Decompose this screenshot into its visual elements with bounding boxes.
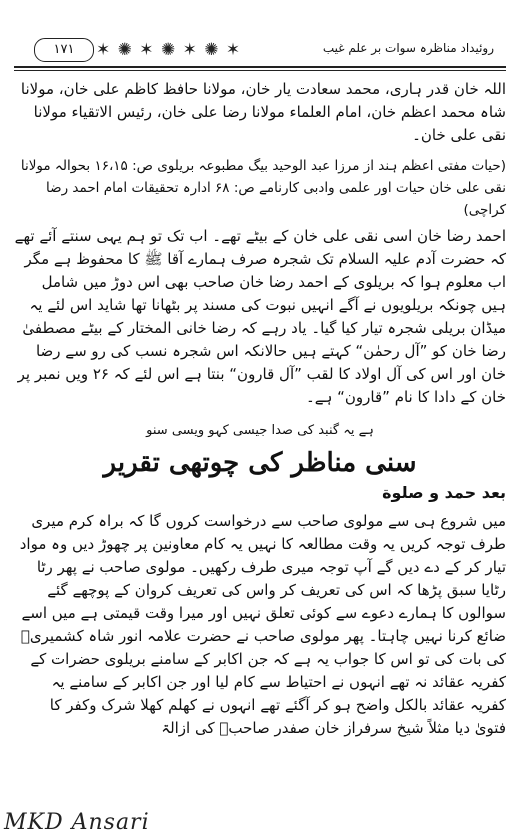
ornament-border: ✶ ✺ ✶ ✺ ✶ ✺ ✶ bbox=[96, 40, 242, 60]
header-rule bbox=[14, 66, 506, 68]
page-number: ۱۷۱ bbox=[34, 38, 94, 62]
signature-watermark: MKD Ansari bbox=[4, 810, 150, 835]
paragraph-speech: میں شروع ہی سے مولوی صاحب سے درخواست کروں گا کہ براہ کرم میری طرف توجہ کریں یہ وقت مطالعہ کا نہیں یہ کام معاونین پر چھوڑ دیں وہ مواد تیار کر کے دے دیں گے آپ توجہ میری طرف رکھیں۔ مولوی صاحب نے پھر رٹا رٹایا سبق پڑھا کہ اس کی تعریف کر واس کی تعریف کروان کے پوچھے گئے سوالوں کا ہمارے دعوے سے کوئی تعلق نہیں اور میرا وقت قیمتی ہے میں اسے ضائع کرنا نہیں چاہتا۔ پھر مولوی صاحب نے حضرت علامہ انور شاہ کشمیریؒ کی بات کی تو اس کا جواب یہ ہے کہ جن اکابر کے سامنے بریلوی حضرات کے کفریہ عقائد نہ تھے انہوں نے احتیاط سے کام لیا اور جن اکابر کے سامنے یہ کفریہ عقائد بالکل واضح ہو کر آگئے تھے انہوں نے کھلم کھلا شرک وکفر کا فتویٰ دیا مثلاً شیخ سرفراز خان صفدر صاحبؒ کی ازالۃ bbox=[19, 512, 506, 737]
paragraph-lineage: اللہ خان قدر ہاری، محمد سعادت یار خان، مولانا حافظ کاظم علی خان، مولانا شاہ محمد اعظم خان، امام العلماء مولانا رضا علی خان، رئیس الاتقیاء مولانا نقی علی خان۔ bbox=[20, 80, 506, 144]
header-rule-thin bbox=[14, 70, 506, 71]
page-header bbox=[14, 38, 506, 68]
running-title: روئیداد مناظرہ سوات بر علم غیب bbox=[322, 41, 494, 55]
section-subheading: بعد حمد و صلوة bbox=[382, 483, 506, 502]
page-body bbox=[14, 78, 506, 742]
verse-line: ہے یہ گنبد کی صدا جیسی کہو ویسی سنو bbox=[146, 423, 374, 438]
paragraph-shajra: احمد رضا خان اسی نقی علی خان کے بیٹے تھے۔ اب تک تو ہم یہی سنتے آئے تھے کہ حضرت آدم علیہ السلام تک شجرہ صرف ہمارے آقا ﷺ کا محفوظ ہے مگر اب معلوم ہوا کہ بریلوی کے احمد رضا خان صاحب بھی اس دوڑ میں شامل ہیں چونکہ بریلویوں نے آگے انہیں نبوت کی مسند پر بٹھانا تھا شاید اس لئے یہ میڈان بریلی شجرہ تیار کیا گیا۔ یاد رہے کہ رضا خانی المختار کے بیٹے مصطفیٰ رضا خان کو ”آل رحمٰن“ کہتے ہیں حالانکہ اس شجرہ نسب کی رو سے رضا خان اور اس کی آل اولاد کا لقب ”آل قارون“ بنتا ہے اس لئے کہ ۲۶ ویں نمبر پر خان کے دادا کا نام ”قارون“ ہے۔ bbox=[14, 227, 506, 406]
section-heading: سنی مناظر کی چوتھی تقریر bbox=[103, 448, 417, 478]
reference-citation: (حیات مفتی اعظم ہند از مرزا عبد الوحید بیگ مطبوعہ بریلوی ص: ۱۶،۱۵ بحوالہ مولانا نقی علی خان حیات اور علمی وادبی کارنامے ص: ۶۸ ادارہ تحقیقات امام احمد رضا کراچی) bbox=[20, 158, 506, 218]
